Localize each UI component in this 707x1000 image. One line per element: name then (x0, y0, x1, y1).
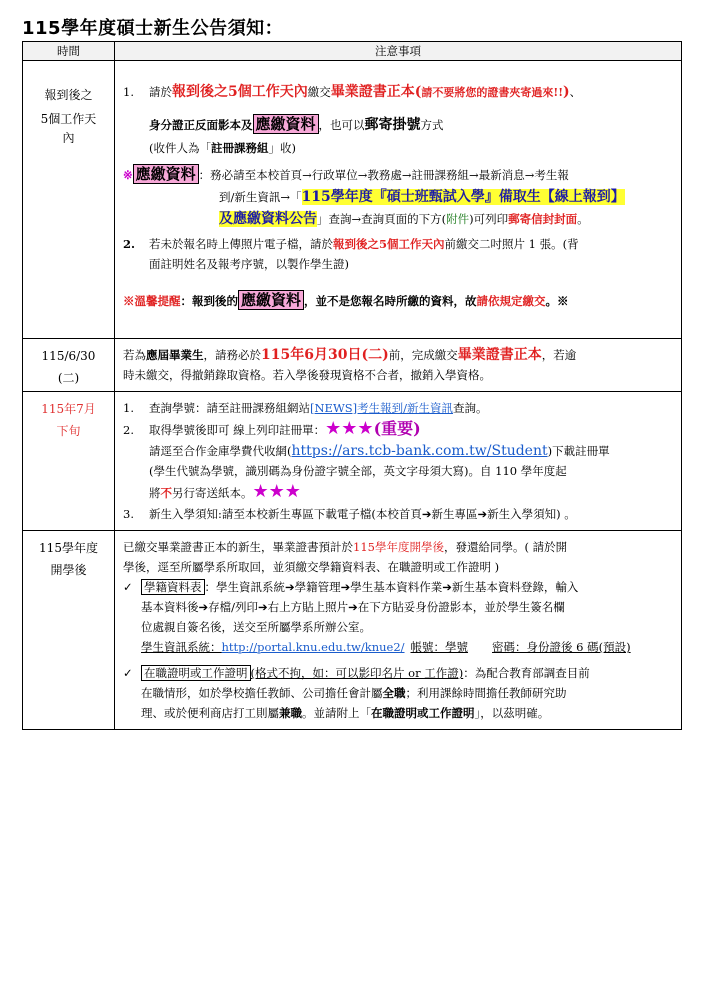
text: ：務必請至本校首頁→行政單位→教務處→註冊課務組→最新消息→考生報 (198, 168, 569, 182)
table-row (23, 61, 682, 339)
star-icon: ★★★ (325, 418, 374, 439)
warning-text: 請不要將您的證書夾寄過來!! (421, 86, 564, 99)
required-docs-badge: 應繳資料 (133, 164, 199, 184)
text: ；利用課餘時間擔任教師研究助 (405, 686, 567, 700)
note-block-cont (123, 208, 675, 230)
account-text: 帳號：學號 (410, 640, 469, 654)
deadline-date: 115年6月30日(二) (261, 347, 389, 363)
text: 全職 (382, 686, 406, 700)
list-item-cont (123, 112, 675, 137)
text: 面註明姓名及報考序號，以製作學生證) (149, 257, 349, 271)
text: ，請務必於 (203, 348, 261, 362)
time-text: 開學後 (50, 563, 87, 577)
reminder-label: ※溫馨提醒 (123, 294, 181, 308)
text: 。並請附上「 (302, 706, 371, 720)
checklist-item-cont: 位處親自簽名後，送交至所屬學系所辦公室。 (141, 620, 371, 634)
text: )可列印 (469, 212, 509, 226)
check-icon: ✓ (123, 580, 133, 594)
table-row (23, 339, 682, 392)
semester-text: 115學年度開學後 (353, 540, 444, 554)
announcement-highlight: 及應繳資料公告 (219, 211, 317, 227)
list-item (123, 398, 675, 418)
text: 身分證正反面影本及 (149, 118, 253, 132)
text: 請逕至合作金庫學費代收網( (149, 444, 292, 458)
notice-table (22, 41, 682, 730)
text: ，發還給同學。( 請於開 (443, 540, 568, 554)
text: 」查詢→查詢頁面的下方( (317, 212, 447, 226)
note-block (123, 163, 675, 186)
text: (收件人為「 (149, 141, 211, 155)
table-header-row (23, 42, 682, 61)
text: ，也可以 (318, 118, 365, 132)
time-text: 115年7月 (41, 402, 96, 416)
paragraph (123, 345, 675, 365)
item-number: 1. (123, 401, 134, 415)
paragraph: 時未繳交，得撤銷錄取資格。若入學後發現資格不合者，撤銷入學資格。 (123, 368, 491, 382)
text: 查詢學號：請至註冊課務組網站 (149, 401, 310, 415)
time-text: (二) (57, 371, 80, 385)
text: 另行寄送紙本。 (172, 486, 253, 500)
header-notes: 注意事項 (115, 42, 682, 61)
attachment-text: 附件 (446, 212, 470, 226)
list-item (123, 504, 675, 524)
note-mark: ※ (123, 168, 133, 182)
list-item-cont (123, 441, 675, 461)
certificate-text: 畢業證書正本( (330, 84, 422, 100)
required-docs-badge: 應繳資料 (238, 290, 304, 310)
password-text: 密碼：身份證後 6 碼(預設) (492, 640, 631, 654)
time-text: 下旬 (56, 424, 81, 438)
list-item (123, 418, 675, 441)
text: ：報到後的 (180, 294, 238, 308)
text: 、 (569, 85, 582, 99)
announcement-highlight: 115學年度『碩士班甄試入學』備取生【線上報到】 (301, 189, 625, 205)
list-item-cont (123, 481, 675, 504)
text: 學生資訊系統： (141, 640, 222, 654)
time-text: 115/6/30 (41, 349, 96, 363)
form-name-box: 學籍資料表 (141, 579, 205, 595)
text: 請於 (149, 85, 172, 99)
notes-cell (115, 61, 682, 339)
list-item (123, 234, 675, 254)
text: 將 (149, 486, 161, 500)
page-title: 115學年度碩士新生公告須知： (22, 18, 284, 39)
time-text: 報到後之 (44, 88, 93, 102)
deadline-text: 報到後之5個工作天內 (333, 237, 445, 251)
text: 理、或於便利商店打工則屬 (141, 706, 279, 720)
paragraph: 學後，逕至所屬學系所取回，並須繳交學籍資料表、在職證明或工作證明 ) (123, 560, 500, 574)
text: 」收) (268, 141, 296, 155)
text: 。※ (545, 294, 569, 308)
table-row (23, 392, 682, 531)
required-docs-badge: 應繳資料 (253, 114, 319, 134)
system-info-line (123, 637, 675, 657)
recipient-text: 註冊課務組 (211, 141, 269, 155)
text: 新生入學須知:請至本校新生專區下載電子檔(本校首頁➔新生專區➔新生入學須知) 。 (149, 507, 576, 521)
checklist-item-cont: 基本資料後➔存檔/列印➔右上方貼上照片➔在下方貼妥身份證影本，並於學生簽名欄 (141, 600, 565, 614)
form-name-box: 在職證明或工作證明 (141, 665, 251, 681)
warm-reminder (123, 288, 675, 313)
time-cell (23, 531, 115, 730)
notes-cell (115, 392, 682, 531)
notes-cell (115, 531, 682, 730)
text: 不 (160, 486, 172, 500)
list-item-cont (123, 254, 675, 274)
text: (格式不拘，如：可以影印名片 or 工作證) (250, 666, 464, 680)
text: 」，以茲明確。 (474, 706, 550, 720)
text: 若未於報名時上傳照片電子檔，請於 (149, 237, 333, 251)
text: 查詢。 (453, 401, 488, 415)
graduate-text: 應屆畢業生 (146, 348, 204, 362)
list-item-cont: (學生代號為學號，識別碼為身份證字號全部，英文字母須大寫)。自 110 學年度起 (149, 464, 567, 478)
text: 前繳交二吋照片 1 張。(背 (444, 237, 579, 251)
text: ：學生資訊系統➔學籍管理➔學生基本資料作業➔新生基本資料登錄，輸入 (204, 580, 579, 594)
header-time: 時間 (23, 42, 115, 61)
important-label: (重要) (373, 419, 421, 438)
text: 在職證明或工作證明 (371, 706, 475, 720)
text: 方式 (420, 118, 444, 132)
bank-link[interactable]: https://ars.tcb-bank.com.tw/Student (291, 443, 548, 459)
registered-mail-text: 郵寄掛號 (364, 117, 421, 133)
note-block-cont (123, 186, 675, 208)
star-icon: ★★★ (252, 481, 301, 502)
text: )下載註冊單 (547, 444, 610, 458)
paragraph (123, 537, 675, 557)
certificate-text: 畢業證書正本 (457, 347, 542, 363)
check-icon: ✓ (123, 666, 133, 680)
text: 兼職 (279, 706, 302, 720)
list-item-cont (123, 137, 675, 159)
text: 在職情形，如於學校擔任教師、公司擔任會計屬 (141, 686, 383, 700)
time-text: 115學年度 (39, 541, 98, 555)
time-cell (23, 392, 115, 531)
text: 已繳交畢業證書正本的新生，畢業證書預計於 (123, 540, 353, 554)
checklist-item-cont (123, 703, 675, 723)
table-row (23, 531, 682, 730)
text: ) (563, 84, 570, 100)
item-number: 2. (123, 237, 136, 251)
envelope-text: 郵寄信封封面 (508, 212, 578, 226)
portal-link[interactable]: http://portal.knu.edu.tw/knue2/ (221, 640, 405, 654)
item-number: 3. (123, 507, 134, 521)
item-number: 1. (123, 85, 134, 99)
checklist-item-cont (123, 683, 675, 703)
time-cell (23, 61, 115, 339)
notes-cell (115, 339, 682, 392)
text: 。 (577, 212, 589, 226)
text: ，若逾 (541, 348, 577, 362)
text: 到/新生資訊→「 (219, 190, 302, 204)
text: 請依規定繳交 (476, 294, 546, 308)
time-text: 內 (62, 131, 75, 145)
text: 取得學號後即可 線上列印註冊單： (149, 423, 326, 437)
text: 若為 (123, 348, 146, 362)
checklist-item (123, 663, 675, 683)
text: ：為配合教育部調查目前 (463, 666, 590, 680)
list-item (123, 81, 675, 104)
text: 前，完成繳交 (388, 348, 458, 362)
checklist-item (123, 577, 675, 597)
time-cell (23, 339, 115, 392)
text: ，並不是您報名時所繳的資料，故 (304, 294, 477, 308)
item-number: 2. (123, 423, 134, 437)
news-link[interactable]: [NEWS]考生報到/新生資訊 (310, 401, 454, 415)
time-text: 5個工作天 (40, 112, 97, 126)
deadline-text: 報到後之5個工作天內 (172, 84, 308, 100)
text: 繳交 (307, 85, 331, 99)
